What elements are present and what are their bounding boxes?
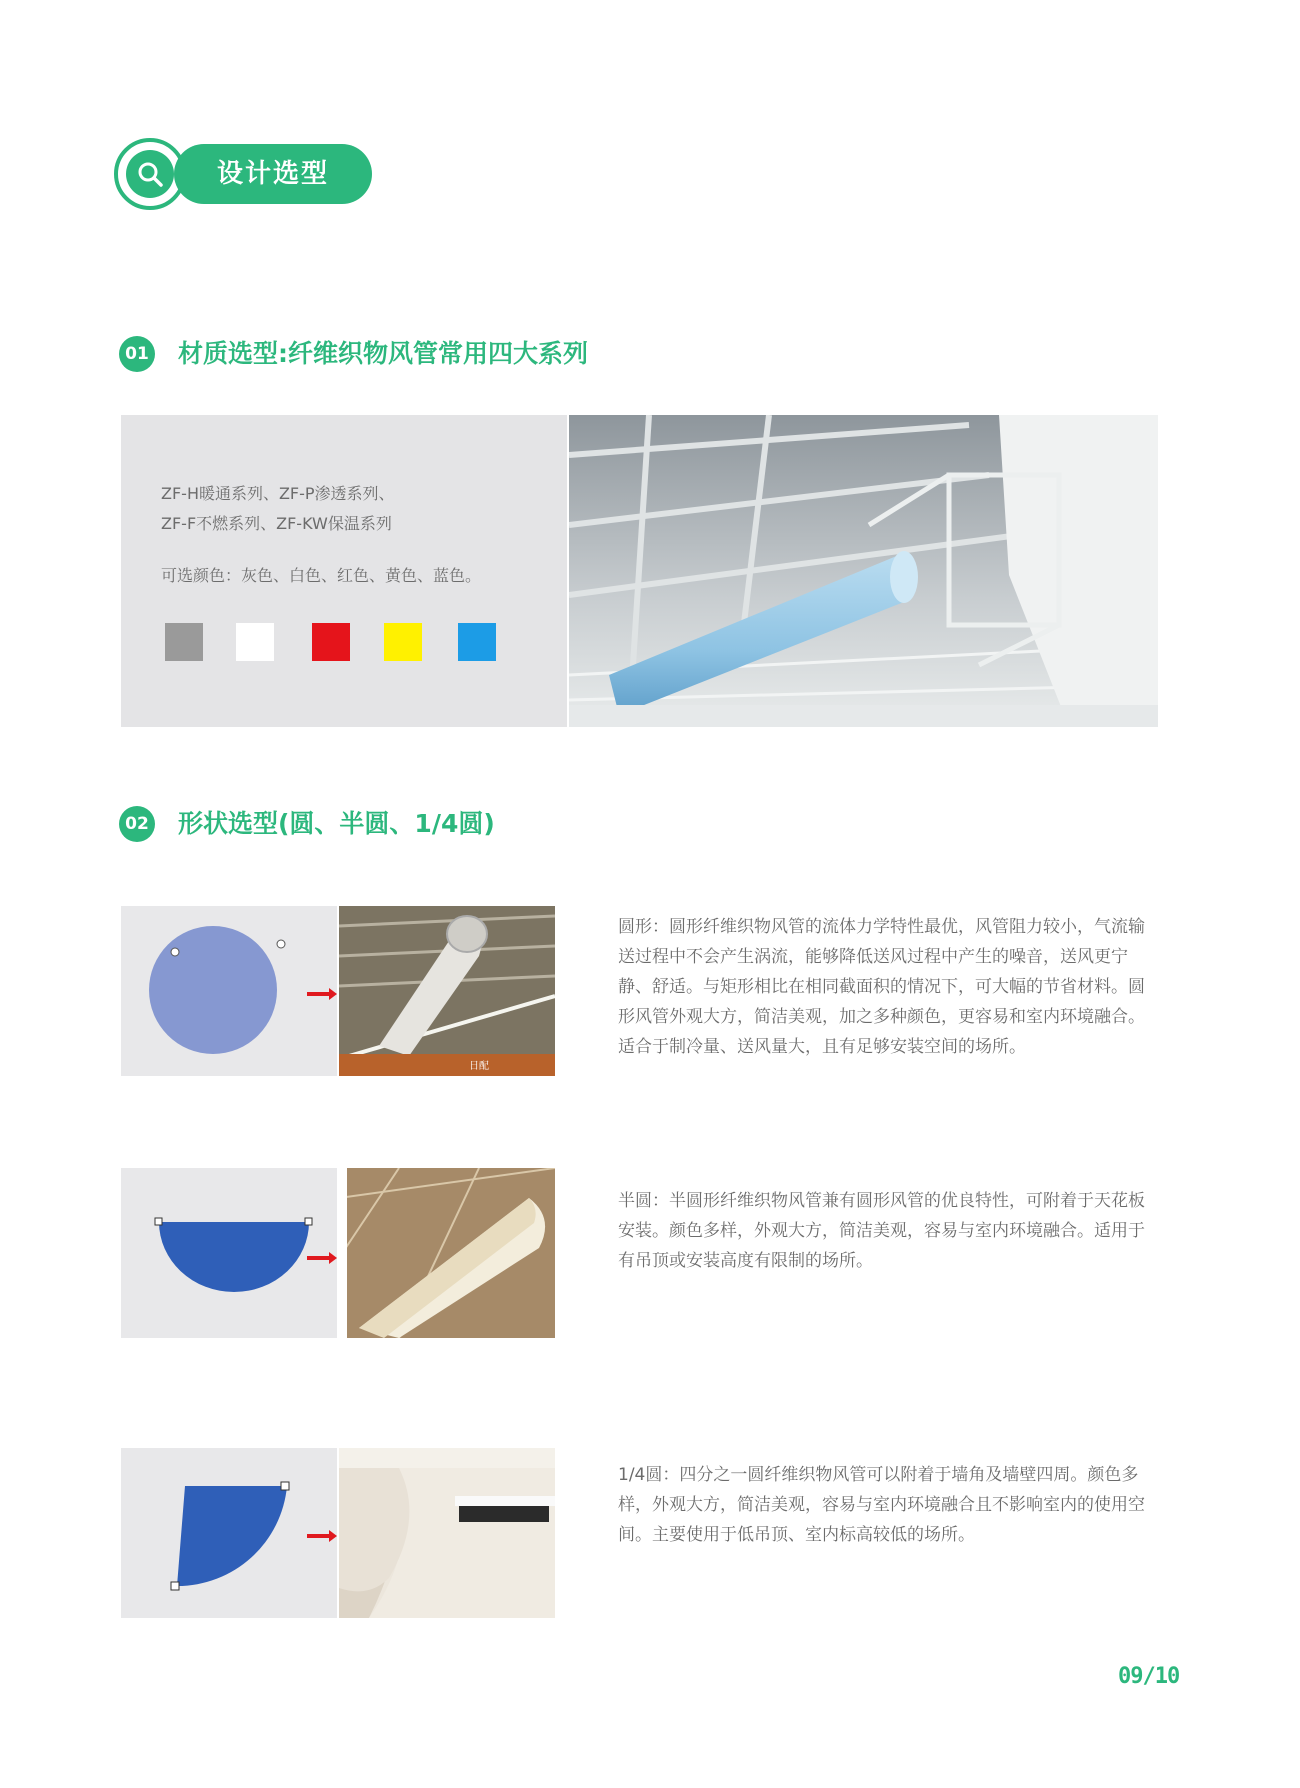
- half-round-description: [618, 1186, 1178, 1276]
- swatch-blue: [458, 623, 496, 661]
- section-number: 02: [119, 806, 155, 842]
- badge-label: 设计选型: [174, 144, 372, 204]
- page-number: 09/10: [1118, 1664, 1180, 1689]
- round-shape-diagram: [121, 906, 337, 1076]
- desc-line: 1/4圆：四分之一圆纤维织物风管可以附着于墙角及墙壁四周。颜色多: [618, 1465, 1139, 1485]
- series-line: ZF-H暖通系列、ZF-P渗透系列、: [161, 484, 395, 503]
- half-round-duct-photo: [339, 1168, 555, 1338]
- desc-line: 有吊顶或安装高度有限制的场所。: [618, 1251, 873, 1271]
- desc-line: 静、舒适。与矩形相比在相同截面积的情况下，可大幅的节省材料。圆: [618, 977, 1145, 997]
- desc-line: 送过程中不会产生涡流，能够降低送风过程中产生的噪音，送风更宁: [618, 947, 1128, 967]
- desc-line: 半圆：半圆形纤维织物风管兼有圆形风管的优良特性，可附着于天花板: [618, 1191, 1145, 1211]
- section-title: 材质选型:纤维织物风管常用四大系列: [178, 339, 588, 368]
- round-description: [618, 912, 1178, 1062]
- series-line: ZF-F不燃系列、ZF-KW保温系列: [161, 514, 392, 533]
- quarter-round-duct-photo: [339, 1448, 555, 1618]
- quarter-round-description: [618, 1460, 1178, 1550]
- magnifier-icon: [136, 160, 164, 188]
- desc-line: 圆形：圆形纤维织物风管的流体力学特性最优，风管阻力较小，气流输: [618, 917, 1145, 937]
- desc-line: 形风管外观大方，简洁美观，加之多种颜色，更容易和室内环境融合。: [618, 1007, 1145, 1027]
- colors-label: 可选颜色：灰色、白色、红色、黄色、蓝色。: [161, 566, 482, 585]
- material-info-panel: [121, 415, 567, 727]
- section-title: 形状选型(圆、半圆、1/4圆): [178, 809, 495, 838]
- round-duct-photo: [339, 906, 555, 1076]
- duct-installation-photo: [569, 415, 1158, 727]
- swatch-gray: [165, 623, 203, 661]
- swatch-red: [312, 623, 350, 661]
- swatch-yellow: [384, 623, 422, 661]
- desc-line: 间。主要使用于低吊顶、室内标高较低的场所。: [618, 1525, 975, 1545]
- desc-line: 安装。颜色多样，外观大方，简洁美观，容易与室内环境融合。适用于: [618, 1221, 1145, 1241]
- desc-line: 适合于制冷量、送风量大，且有足够安装空间的场所。: [618, 1037, 1026, 1057]
- section-title-badge: [114, 138, 374, 210]
- swatch-white: [236, 623, 274, 661]
- quarter-round-shape-diagram: [121, 1448, 337, 1618]
- desc-line: 样，外观大方，简洁美观，容易与室内环境融合且不影响室内的使用空: [618, 1495, 1145, 1515]
- half-round-shape-diagram: [121, 1168, 337, 1338]
- section-number: 01: [119, 336, 155, 372]
- badge-icon-circle: [126, 150, 174, 198]
- photo-caption: 日配: [469, 1061, 489, 1072]
